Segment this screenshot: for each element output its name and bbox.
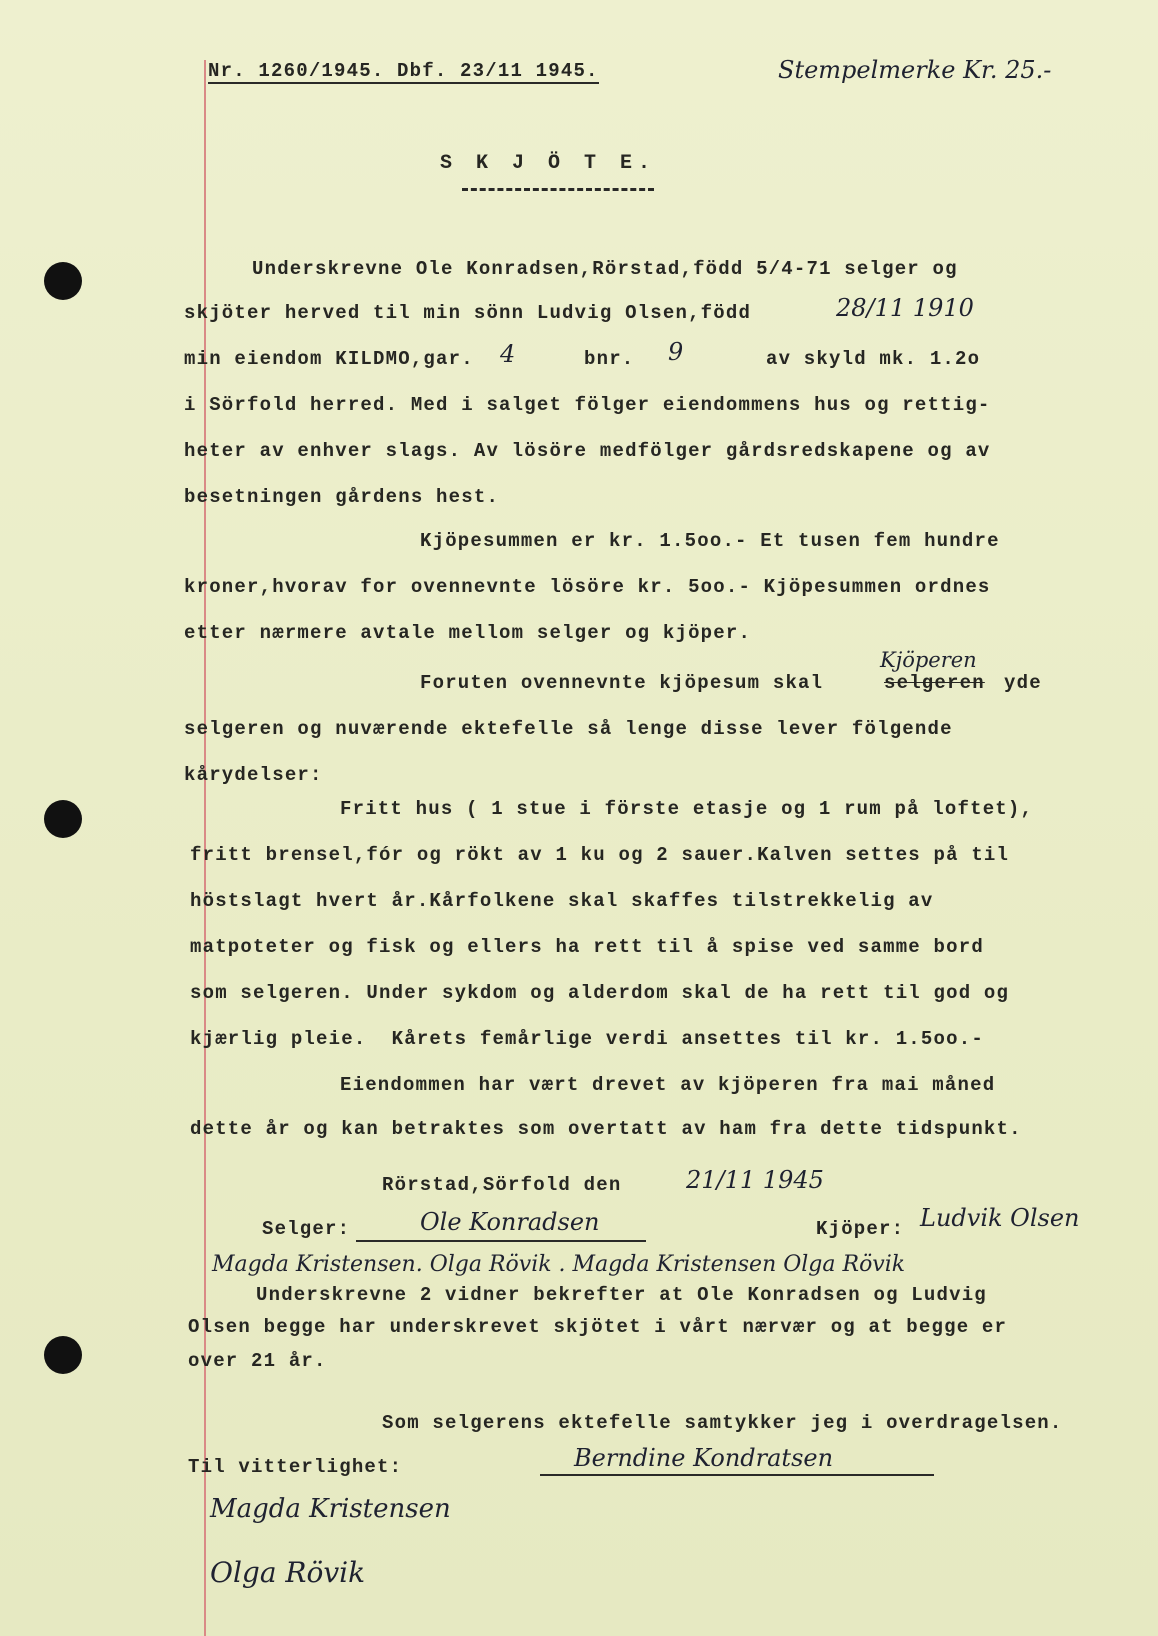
body-line-3: min eiendom KILDMO,gar. bbox=[184, 348, 474, 370]
body-line-13: Fritt hus ( 1 stue i förste etasje og 1 rum på loftet), bbox=[340, 798, 1034, 820]
witness-2-signature: Olga Rövik bbox=[210, 1556, 366, 1589]
gnr-handwritten: 4 bbox=[500, 340, 516, 368]
title-rule bbox=[462, 188, 654, 191]
body-line-16: matpoteter og fisk og ellers ha rett til å spise ved samme bord bbox=[190, 936, 984, 958]
punch-hole-middle bbox=[44, 800, 82, 838]
body-line-2: skjöter herved til min sönn Ludvig Olsen,född bbox=[184, 302, 752, 324]
body-line-7: Kjöpesummen er kr. 1.5oo.- Et tusen fem hundre bbox=[420, 530, 1000, 552]
spouse-consent: Som selgerens ektefelle samtykker jeg i overdragelsen. bbox=[382, 1412, 1063, 1434]
seller-label: Selger: bbox=[262, 1218, 351, 1240]
witness-1-signature: Magda Kristensen bbox=[210, 1494, 451, 1524]
body-line-4: i Sörfold herred. Med i salget fölger eiendommens hus og rettig- bbox=[184, 394, 991, 416]
witness-line-2: Olsen begge har underskrevet skjötet i vårt nærvær og at begge er bbox=[188, 1316, 1008, 1338]
witness-line-3: over 21 år. bbox=[188, 1350, 327, 1372]
dateline-date-handwritten: 21/11 1945 bbox=[686, 1166, 824, 1194]
document-title: S K J Ö T E. bbox=[440, 152, 657, 175]
punch-hole-top bbox=[44, 262, 82, 300]
body-line-15: höstslagt hvert år.Kårfolkene skal skaffes tilstrekkelig av bbox=[190, 890, 934, 912]
stamp-note: Stempelmerke Kr. 25.- bbox=[778, 56, 1052, 84]
seller-signature-line bbox=[356, 1240, 646, 1242]
punch-hole-bottom bbox=[44, 1336, 82, 1374]
body-line-6: besetningen gårdens hest. bbox=[184, 486, 500, 508]
body-line-8: kroner,hvorav for ovennevnte lösöre kr. 5oo.- Kjöpesummen ordnes bbox=[184, 576, 991, 598]
spouse-signature: Berndine Kondratsen bbox=[574, 1444, 834, 1472]
body-line-10-end: yde bbox=[1004, 672, 1042, 694]
body-line-11: selgeren og nuværende ektefelle så lenge disse lever fölgende bbox=[184, 718, 953, 740]
bnr-handwritten: 9 bbox=[668, 338, 684, 366]
body-line-20: dette år og kan betraktes som overtatt av ham fra dette tidspunkt. bbox=[190, 1118, 1022, 1140]
buyer-label: Kjöper: bbox=[816, 1218, 905, 1240]
seller-signature: Ole Konradsen bbox=[420, 1208, 600, 1236]
body-line-18: kjærlig pleie. Kårets femårlige verdi ansettes til kr. 1.5oo.- bbox=[190, 1028, 984, 1050]
spouse-signature-line bbox=[540, 1474, 934, 1476]
bnr-label: bnr. bbox=[584, 348, 635, 370]
body-line-3-end: av skyld mk. 1.2o bbox=[766, 348, 981, 370]
buyer-signature: Ludvik Olsen bbox=[920, 1204, 1080, 1232]
struck-word: selgeren bbox=[884, 672, 985, 694]
correction-handwritten: Kjöperen bbox=[880, 648, 977, 672]
birth-date-handwritten: 28/11 1910 bbox=[836, 294, 974, 322]
witness-signatures-row: Magda Kristensen. Olga Rövik . Magda Kristensen Olga Rövik bbox=[212, 1252, 906, 1277]
witness-label: Til vitterlighet: bbox=[188, 1456, 403, 1478]
dateline-place: Rörstad,Sörfold den bbox=[382, 1174, 622, 1196]
body-line-9: etter nærmere avtale mellom selger og kjöper. bbox=[184, 622, 752, 644]
body-line-5: heter av enhver slags. Av lösöre medfölger gårdsredskapene og av bbox=[184, 440, 991, 462]
reference-number: Nr. 1260/1945. Dbf. 23/11 1945. bbox=[208, 60, 599, 82]
body-line-19: Eiendommen har vært drevet av kjöperen fra mai måned bbox=[340, 1074, 996, 1096]
body-line-1: Underskrevne Ole Konradsen,Rörstad,född 5/4-71 selger og bbox=[252, 258, 958, 280]
body-line-14: fritt brensel,fór og rökt av 1 ku og 2 sauer.Kalven settes på til bbox=[190, 844, 1010, 866]
body-line-10: Foruten ovennevnte kjöpesum skal bbox=[420, 672, 824, 694]
body-line-12: kårydelser: bbox=[184, 764, 323, 786]
witness-line-1: Underskrevne 2 vidner bekrefter at Ole Konradsen og Ludvig bbox=[256, 1284, 987, 1306]
body-line-17: som selgeren. Under sykdom og alderdom skal de ha rett til god og bbox=[190, 982, 1010, 1004]
